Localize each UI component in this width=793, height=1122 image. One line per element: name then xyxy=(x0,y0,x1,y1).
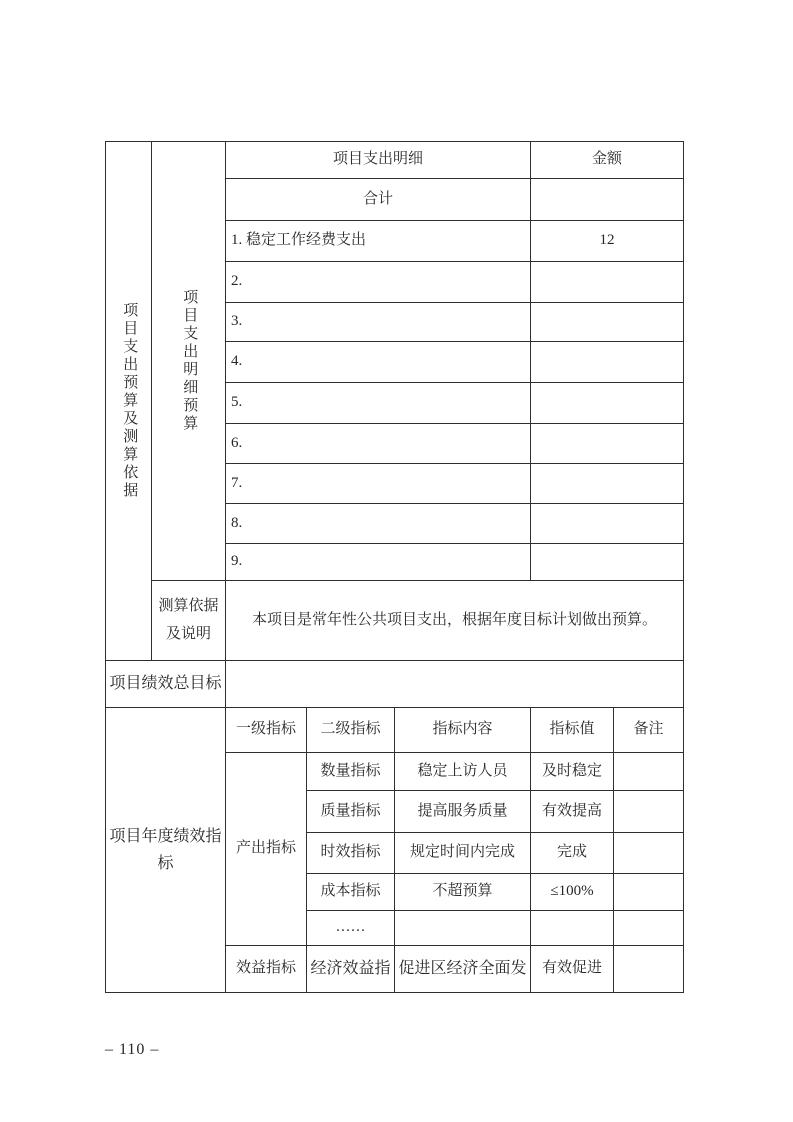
overall-goal-value xyxy=(226,661,684,708)
detail-row-amount xyxy=(531,544,684,581)
detail-row-name: 8. xyxy=(226,504,531,544)
indicator-content xyxy=(395,911,531,946)
col-label-budget-and-basis: 项目支出预算及测算依据 xyxy=(106,142,152,661)
indicator-secondary: 时效指标 xyxy=(307,833,395,874)
detail-row-amount: 12 xyxy=(531,221,684,262)
indicator-value: 有效提高 xyxy=(531,791,614,833)
indicator-note xyxy=(614,791,684,833)
basis-label-line2: 及说明 xyxy=(165,626,211,642)
detail-row-name: 7. xyxy=(226,464,531,504)
detail-row-amount xyxy=(531,464,684,504)
indicator-secondary: 数量指标 xyxy=(307,753,395,791)
indicator-secondary: 质量指标 xyxy=(307,791,395,833)
detail-row-name: 9. xyxy=(226,544,531,581)
detail-header-name: 项目支出明细 xyxy=(226,142,531,179)
indicator-note xyxy=(614,753,684,791)
detail-row-name: 3. xyxy=(226,303,531,342)
perf-header-secondary: 二级指标 xyxy=(307,708,395,753)
annual-perf-label: 项目年度绩效指标 xyxy=(106,708,226,993)
detail-row-name: 1. 稳定工作经费支出 xyxy=(226,221,531,262)
detail-row-name: 5. xyxy=(226,383,531,424)
detail-row-amount xyxy=(531,383,684,424)
indicator-secondary: 成本指标 xyxy=(307,874,395,911)
indicator-content: 促进区经济全面发 xyxy=(395,946,531,993)
col-label-detail-budget: 项目支出明细预算 xyxy=(152,142,226,581)
detail-row-amount xyxy=(531,262,684,303)
indicator-value: ≤100% xyxy=(531,874,614,911)
indicator-note xyxy=(614,874,684,911)
perf-header-value: 指标值 xyxy=(531,708,614,753)
detail-row-amount xyxy=(531,342,684,383)
indicator-value: 完成 xyxy=(531,833,614,874)
indicator-note xyxy=(614,911,684,946)
overall-goal-label: 项目绩效总目标 xyxy=(106,661,226,708)
detail-row-amount xyxy=(531,424,684,464)
indicator-secondary: 经济效益指 xyxy=(307,946,395,993)
perf-header-note: 备注 xyxy=(614,708,684,753)
perf-header-primary: 一级指标 xyxy=(226,708,307,753)
indicator-note xyxy=(614,946,684,993)
indicator-secondary: …… xyxy=(307,911,395,946)
total-row-amount xyxy=(531,179,684,221)
perf-header-content: 指标内容 xyxy=(395,708,531,753)
basis-label xyxy=(152,581,226,661)
page-number: – 110 – xyxy=(105,1041,160,1058)
detail-row-name: 4. xyxy=(226,342,531,383)
basis-label-line1: 测算依据 xyxy=(158,597,219,614)
benefit-indicator-label: 效益指标 xyxy=(226,946,307,993)
output-indicator-label: 产出指标 xyxy=(226,753,307,946)
indicator-value: 有效促进 xyxy=(531,946,614,993)
basis-content: 本项目是常年性公共项目支出，根据年度目标计划做出预算。 xyxy=(226,581,684,661)
detail-row-name: 6. xyxy=(226,424,531,464)
indicator-note xyxy=(614,833,684,874)
indicator-content: 提高服务质量 xyxy=(395,791,531,833)
detail-row-amount xyxy=(531,504,684,544)
indicator-value: 及时稳定 xyxy=(531,753,614,791)
total-row-name: 合计 xyxy=(226,179,531,221)
indicator-content: 稳定上访人员 xyxy=(395,753,531,791)
indicator-content: 不超预算 xyxy=(395,874,531,911)
detail-header-amount: 金额 xyxy=(531,142,684,179)
indicator-value xyxy=(531,911,614,946)
detail-row-name: 2. xyxy=(226,262,531,303)
budget-table xyxy=(105,141,684,993)
detail-row-amount xyxy=(531,303,684,342)
indicator-content: 规定时间内完成 xyxy=(395,833,531,874)
